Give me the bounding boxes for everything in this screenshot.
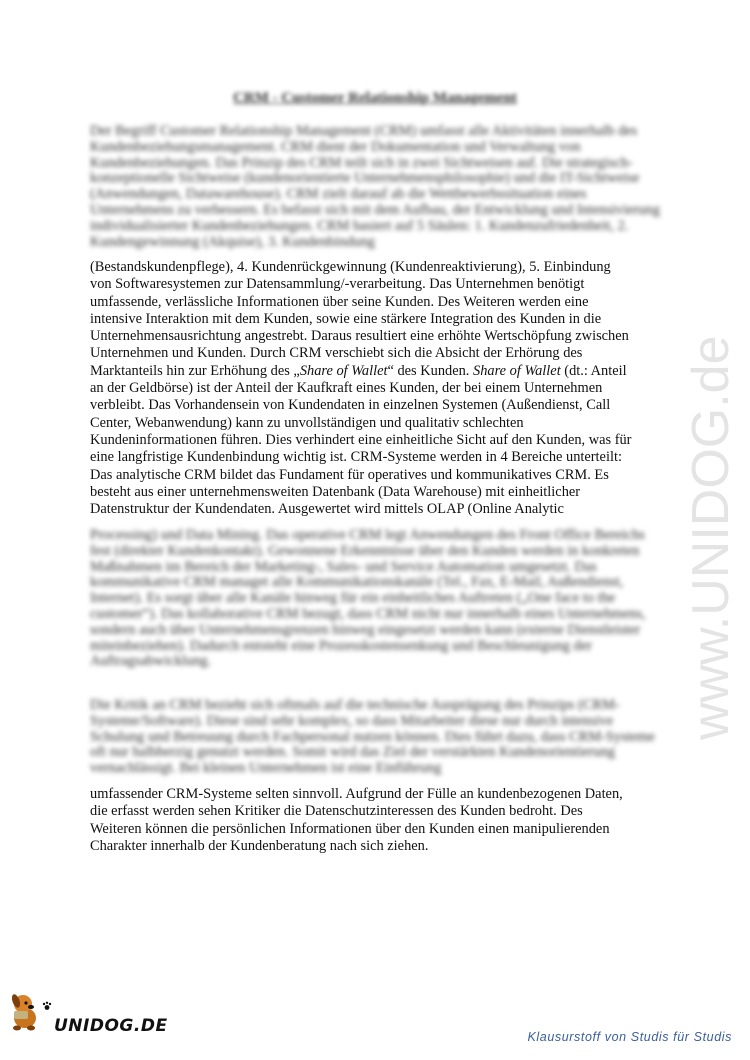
text-line: eine langfristige Kundenbindung wichtig ist. CRM-Systeme werden in 4 Bereiche unterteilt: [90,449,622,466]
text-line: Kundeninformationen führen. Dies verhindert eine einheitliche Sicht auf den Kunden, was für [90,431,632,448]
unidog-logo[interactable] [8,990,168,1036]
text-line: Weiteren können die persönlichen Informationen über den Kunden einen manipulierenden [90,820,610,837]
text-line: die erfasst werden sehen Kritiker die Datenschutzinteressen des Kunden bedroht. Des [90,803,583,820]
text-line: umfassender CRM-Systeme selten sinnvoll. Aufgrund der Fülle an kundenbezogenen Daten, [90,786,623,802]
logo-text: UNIDOG.DE [54,1016,168,1036]
text-line: Unternehmen und Kunden. Durch CRM verschiebt sich die Absicht der Erhörung des [90,345,583,362]
paw-icon [42,998,52,1016]
blurred-text: Der Begriff Customer Relationship Management (CRM) umfasst alle Aktivitäten innerhalb des Kundenbeziehungsmanagement. CRM dient der Dokumentation und Verwaltung von Kundenbeziehungen. Das Prinzip des CRM teilt sich in zwei Sichtweisen auf. Die strategisch-konzeptionelle Sichtweise (kundenorientierte Unternehmensphilosophie) und die IT-Sichtweise (Anwendungen, Datawarehouse). CRM zielt darauf ab die Wettbewerbssituation eines Unternehmens zu verbessern. Es befasst sich mit dem Aufbau, der Entwicklung und Intensivierung individualisierter Kundenbeziehungen. CRM basiert auf 5 Säulen: 1. Kundenzufriedenheit, 2. Kundengewinnung (Akquise), 3. Kundenbindung [90,123,660,250]
text-line: umfassende, verlässliche Informationen über seine Kunden. Des Weiteren werden eine [90,293,589,310]
text-line: Datenstruktur der Kundendaten. Ausgewertet wird mittels OLAP (Online Analytic [90,501,564,518]
watermark [636,270,750,750]
text-line: intensive Interaktion mit dem Kunden, sowie eine stärkere Integration des Kunden in die [90,310,602,327]
text-line: Unternehmensausrichtung angestrebt. Daraus resultiert eine erhöhte Wertschöpfung zwischen [90,328,629,345]
text-segment: Marktanteils hin zur Erhöhung des „ [90,362,300,379]
text-line: Center, Webanwendung) kann zu unvollständigen und qualitativ schlechten [90,414,524,431]
text-line: verbleibt. Das Vorhandensein von Kundendaten in einzelnen Systemen (Außendienst, Call [90,397,611,414]
italic-term: Share of Wallet [299,362,388,379]
dog-icon [8,991,42,1036]
blurred-text: Processing) und Data Mining. Das operative CRM legt Anwendungen des Front Office Bereichs fest (direkter Kundenkontakt). Gewonnene Erkenntnisse über den Kunden werden in konkreten Maßnahmen im Bereich der Marketing-, Sales- und Service Automation umgesetzt. Das kommunikative CRM managet alle Kommunikationskanäle (Tel., Fax, E-Mail, Außendienst, Internet). Es sorgt über alle Kanäle hinweg für ein einheitliches Auftreten („One face to the customer“). Das kollaborative CRM bezugt, dass CRM nicht nur innerhalb eines Unternehmens, sondern auch über Unternehmensgrenzen hinweg eingesetzt werden kann (externe Dienstleister miteinbeziehen). Dadurch entsteht eine Prozesskostensenkung und Beschleunigung der Auftragsabwicklung. [90,527,646,670]
blurred-paragraph-bottom [90,698,660,777]
text-line: besteht aus einer unternehmensweiten Datenbank (Data Warehouse) mit einheitlicher [90,483,581,500]
visible-paragraph-end [90,786,665,855]
text-line: an der Geldbörse) ist der Anteil der Kaufkraft eines Kunden, der bei einem Unternehmen [90,380,603,397]
text-line-share-of-wallet [90,363,665,380]
text-line: (Bestandskundenpflege), 4. Kundenrückgewinnung (Kundenreaktivierung), 5. Einbindung [90,259,611,275]
text-segment: (dt.: Anteil [560,362,627,379]
blurred-text: Die Kritik an CRM bezieht sich oftmals auf die technische Ausprägung des Prinzips (CRM-Systeme/Software). Diese sind sehr komplex, so dass Mitarbeiter diese nur durch intensive Schulung und Betreuung durch Fachpersonal nutzen können. Dies führt dazu, dass CRM-Systeme oft nur halbherzig genutzt werden. Somit wird das Ziel der verstärkten Kundenorientierung vernachlässigt. Bei kleinen Unternehmen ist eine Einführung [90,697,655,777]
footer-slogan: Klausurstoff von Studis für Studis [527,1030,732,1044]
text-line: Charakter innerhalb der Kundenberatung nach sich ziehen. [90,837,429,854]
text-line: von Softwaresystemen zur Datensammlung/-verarbeitung. Das Unternehmen benötigt [90,276,585,293]
blurred-paragraph-middle [90,528,660,670]
visible-paragraph [90,259,665,518]
text-line: Das analytische CRM bildet das Fundament für operatives und kommunikatives CRM. Es [90,466,609,483]
document-title: CRM - Customer Relationship Management [233,90,517,106]
blurred-paragraph-top [90,124,660,250]
italic-term: Share of Wallet [473,362,561,379]
text-segment: “ des Kunden. [387,362,474,379]
watermark-text: www.UNIDOG.de [682,335,740,740]
